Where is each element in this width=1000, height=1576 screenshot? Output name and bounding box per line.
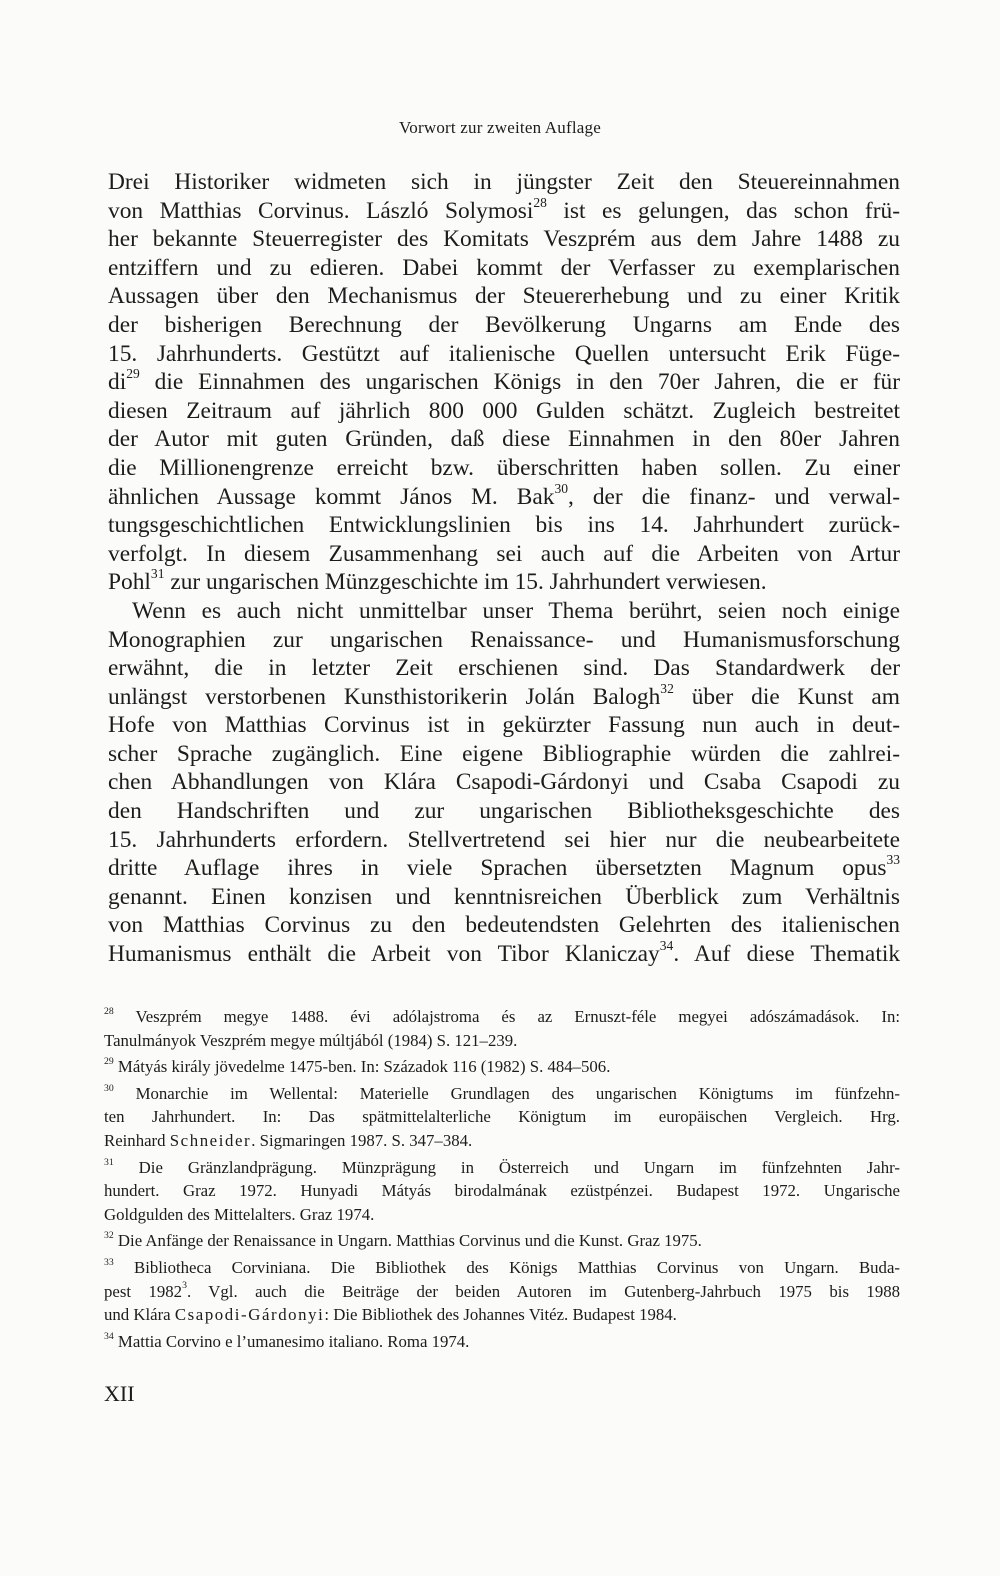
text-line: der bisherigen Berechnung der Bevölkerung Ungarns am Ende des: [108, 311, 900, 338]
text-line: den Handschriften und zur ungarischen Bibliotheksgeschichte des: [108, 798, 900, 825]
footnote-number: 29: [104, 1056, 114, 1068]
edition-superscript: 3: [182, 1280, 187, 1292]
text-line: Aussagen über den Mechanismus der Steuererhebung und zu einer Kritik: [108, 283, 900, 310]
text-line: erwähnt, die in letzter Zeit erschienen sind. Das Standardwerk der: [108, 655, 900, 682]
text-line: Monographien zur ungarischen Renaissance- und Humanismusforschung: [108, 626, 900, 653]
text-line: 15. Jahrhunderts erfordern. Stellvertretend sei hier nur die neubearbeitete: [108, 826, 900, 853]
text-line: der Autor mit guten Gründen, daß diese Einnahmen in den 80er Jahren: [108, 426, 900, 453]
footnote-line: ten Jahrhundert. In: Das spätmittelalterliche Königtum im europäischen Vergleich. Hrg.: [104, 1107, 900, 1127]
text-line: $di^{29}$ die Einnahmen des ungarischen Königs in den 70er Jahren, die er für: [108, 366, 900, 396]
text-line: entziffern und zu edieren. Dabei kommt der Verfasser zu exemplarischen: [108, 254, 900, 281]
text-line: tungsgeschichtlichen Entwicklungslinien bis ins 14. Jahrhundert zurück-: [108, 512, 900, 539]
footnote-number: 28: [104, 1005, 114, 1017]
footnote-line: Tanulmányok Veszprém megye múltjából (1984) S. 121–239.: [104, 1030, 518, 1050]
text-line: Pohl$^{31}$ zur ungarischen Münzgeschichte im 15. Jahrhundert verwiesen.: [108, 566, 767, 596]
text-line: dritte Auflage ihres in viele Sprachen übersetzten Magnum opus$^{33}$: [108, 852, 900, 882]
footnote-number: 34: [104, 1330, 114, 1342]
footnote-ref: 31: [150, 566, 165, 582]
footnotes: [104, 1005, 900, 1353]
footnote-line: $^{30}$ Monarchie im Wellental: Materielle Grundlagen des ungarischen Königtums im fünfzehn-: [104, 1082, 900, 1103]
footnote-ref: 33: [886, 852, 900, 868]
footnote-line: Reinhard Schneider. Sigmaringen 1987. S. 347–384.: [104, 1130, 473, 1150]
footnote-ref: 28: [533, 194, 547, 210]
text-line: Hofe von Matthias Corvinus ist in gekürzter Fassung nun auch in deut-: [108, 712, 900, 739]
footnote-line: und Klára Csapodi-Gárdonyi: Die Bibliothek des Johannes Vitéz. Budapest 1984.: [104, 1305, 677, 1325]
text-line: 15. Jahrhunderts. Gestützt auf italienische Quellen untersucht Erik Füge-: [108, 340, 900, 367]
footnote-line: hundert. Graz 1972. Hunyadi Mátyás birodalmának ezüstpénzei. Budapest 1972. Ungarische: [104, 1181, 900, 1201]
footnote-ref: 34: [659, 938, 674, 954]
footnote-number: 32: [104, 1230, 114, 1242]
footnote-number: 31: [104, 1156, 114, 1168]
footnote-line: $^{31}$ Die Gränzlandprägung. Münzprägung in Österreich und Ungarn im fünfzehnten Jahr-: [104, 1156, 900, 1177]
author-name-spaced: Schneider: [169, 1130, 252, 1150]
text-line: Drei Historiker widmeten sich in jüngster Zeit den Steuereinnahmen: [108, 169, 900, 195]
text-line: unlängst verstorbenen Kunsthistorikerin Jolán Balogh$^{32}$ über die Kunst am: [108, 680, 900, 710]
footnote-line: $^{33}$ Bibliotheca Corviniana. Die Bibliothek des Königs Matthias Corvinus von Ungarn. Buda-: [104, 1256, 900, 1277]
text-line: Wenn es auch nicht unmittelbar unser Thema berührt, seien noch einige: [132, 597, 900, 624]
footnote-number: 30: [104, 1082, 114, 1094]
footnote-line: $^{28}$ Veszprém megye 1488. évi adólajstroma és az Ernuszt-féle megyei adószámadások. In:: [104, 1005, 900, 1026]
footnote-number: 33: [104, 1256, 114, 1268]
text-line: von Matthias Corvinus. László Solymosi$^{28}$ ist es gelungen, das schon frü-: [108, 194, 900, 224]
text-line: die Millionengrenze erreicht bzw. überschritten haben sollen. Zu einer: [108, 454, 900, 481]
text-line: her bekannte Steuerregister des Komitats Veszprém aus dem Jahre 1488 zu: [108, 226, 900, 253]
text-line: scher Sprache zugänglich. Eine eigene Bibliographie würden die zahlrei-: [108, 740, 900, 767]
text-line: verfolgt. In diesem Zusammenhang sei auch auf die Arbeiten von Artur: [108, 540, 900, 567]
footnote-line: $^{34}$ Mattia Corvino e l’umanesimo italiano. Roma 1974.: [104, 1330, 470, 1351]
page-number: XII: [104, 1381, 135, 1406]
text-line: diesen Zeitraum auf jährlich 800 000 Gulden schätzt. Zugleich bestreitet: [108, 397, 900, 424]
text-line: Humanismus enthält die Arbeit von Tibor Klaniczay$^{34}$. Auf diese Thematik: [108, 938, 901, 968]
footnote-ref: 32: [660, 680, 674, 696]
text-line: von Matthias Corvinus zu den bedeutendsten Gelehrten des italienischen: [108, 912, 900, 939]
text-line: genannt. Einen konzisen und kenntnisreichen Überblick zum Verhältnis: [108, 883, 900, 910]
footnote-ref: 30: [554, 480, 568, 496]
footnote-ref: 29: [126, 366, 140, 382]
footnote-line: Goldgulden des Mittelalters. Graz 1974.: [104, 1204, 375, 1224]
footnote-line: pest 1982$^3$. Vgl. auch die Beiträge der beiden Autoren im Gutenberg-Jahrbuch 1975 bis 1988: [104, 1280, 900, 1301]
author-name-spaced: Csapodi-Gárdonyi: [174, 1305, 325, 1325]
text-line: chen Abhandlungen von Klára Csapodi-Gárdonyi und Csaba Csapodi zu: [108, 769, 900, 796]
main-text: [108, 168, 900, 969]
footnote-line: $^{29}$ Mátyás király jövedelme 1475-ben. In: Századok 116 (1982) S. 484–506.: [104, 1056, 611, 1077]
text-line: ähnlichen Aussage kommt János M. Bak$^{30}$, der die finanz- und verwal-: [108, 480, 901, 510]
footnote-line: $^{32}$ Die Anfänge der Renaissance in Ungarn. Matthias Corvinus und die Kunst. Graz 1975.: [104, 1230, 702, 1251]
running-head: Vorwort zur zweiten Auflage: [399, 118, 601, 137]
